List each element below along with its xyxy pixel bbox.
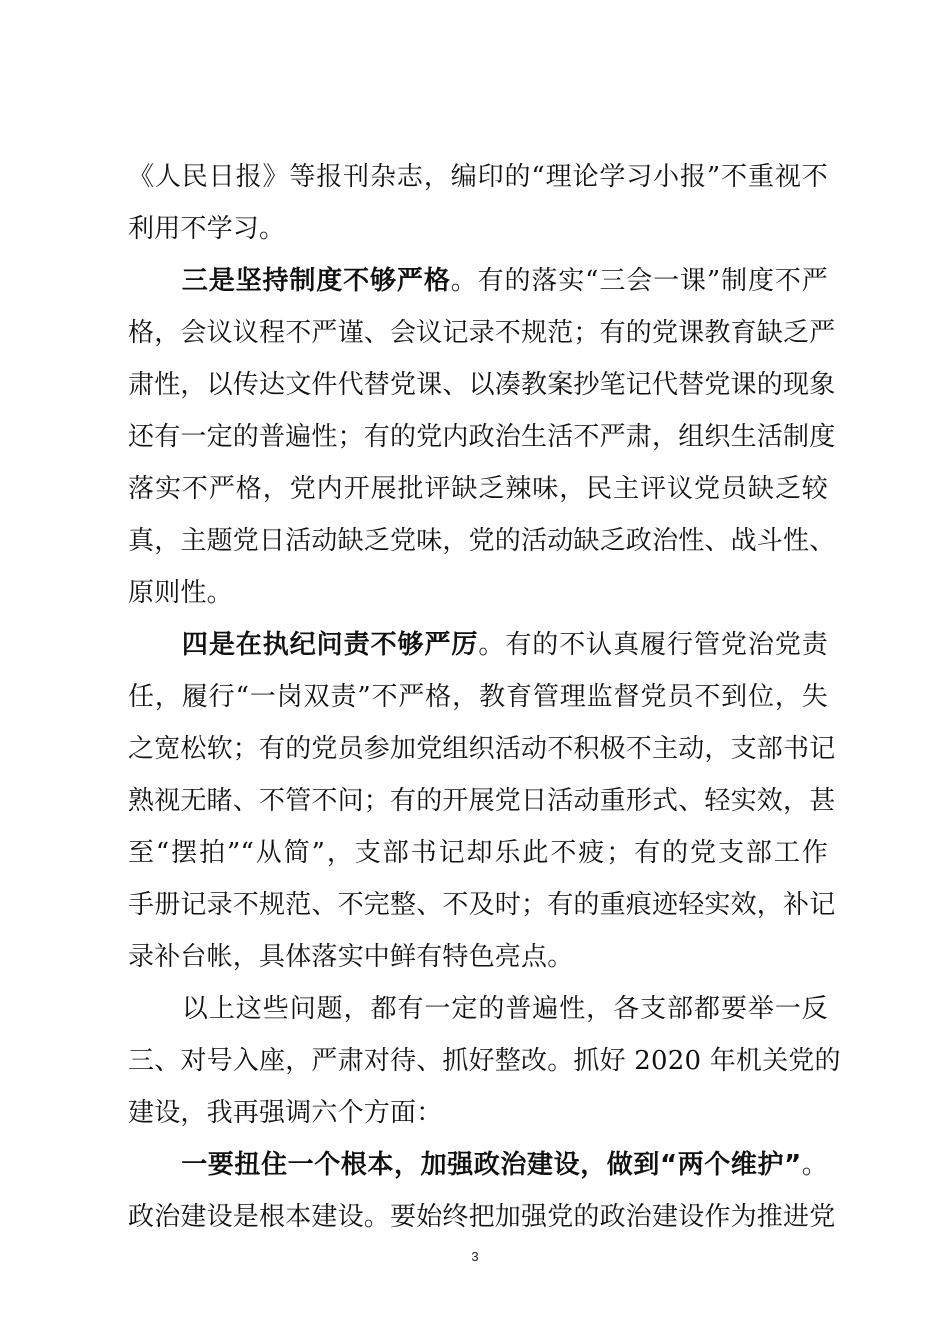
text-line <box>128 567 828 619</box>
text-line <box>128 619 828 671</box>
text-line <box>128 307 836 359</box>
text-line <box>128 463 828 515</box>
text-segment: 。 <box>801 1150 828 1180</box>
text-segment: 任，履行“一岗双责”不严格，教育管理监督党员不到位，失 <box>128 682 828 712</box>
text-line <box>128 1087 828 1139</box>
text-line <box>128 515 836 567</box>
section-heading: 三是坚持制度不够严格 <box>181 266 451 296</box>
text-segment <box>128 266 182 296</box>
text-segment: 。有的不认真履行管党治党责 <box>478 630 828 660</box>
text-line <box>128 255 828 307</box>
text-line <box>128 983 828 1035</box>
text-segment: 利用不学习。 <box>128 214 286 244</box>
text-segment: 三、对号入座，严肃对待、抓好整改。抓好 2020 年机关党的 <box>128 1046 841 1076</box>
text-line <box>128 1139 828 1191</box>
text-segment: 《人民日报》等报刊杂志，编印的“理论学习小报”不重视不 <box>128 162 828 192</box>
text-segment <box>128 630 182 660</box>
text-line <box>128 671 828 723</box>
text-segment: 真，主题党日活动缺乏党味，党的活动缺乏政治性、战斗性、 <box>128 526 836 556</box>
text-segment: 以上这些问题，都有一定的普遍性，各支部都要举一反 <box>128 994 828 1024</box>
text-line <box>128 827 828 879</box>
text-line <box>128 151 828 203</box>
text-segment: 原则性。 <box>128 578 233 608</box>
text-segment: 至“摆拍”“从简”，支部书记却乐此不疲；有的党支部工作 <box>128 838 828 868</box>
text-line <box>128 931 828 983</box>
text-line <box>128 1035 841 1087</box>
body-text <box>128 151 841 1243</box>
section-heading: 一要扭住一个根本，加强政治建设，做到“两个维护” <box>181 1150 802 1180</box>
text-line <box>128 1191 836 1243</box>
text-segment: 还有一定的普遍性；有的党内政治生活不严肃，组织生活制度 <box>128 422 836 452</box>
text-segment: 格，会议议程不严谨、会议记录不规范；有的党课教育缺乏严 <box>128 318 836 348</box>
text-segment: 政治建设是根本建设。要始终把加强党的政治建设作为推进党 <box>128 1202 836 1232</box>
text-segment <box>128 1150 181 1180</box>
page-number: 3 <box>471 1249 479 1264</box>
text-segment: 落实不严格，党内开展批评缺乏辣味，民主评议党员缺乏较 <box>128 474 828 504</box>
text-segment: 建设，我再强调六个方面： <box>128 1098 443 1128</box>
text-line <box>128 723 836 775</box>
text-line <box>128 775 836 827</box>
section-heading: 四是在执纪问责不够严厉 <box>181 630 479 660</box>
text-line <box>128 411 836 463</box>
text-line <box>128 203 828 255</box>
text-line <box>128 879 836 931</box>
text-segment: 之宽松软；有的党员参加党组织活动不积极不主动，支部书记 <box>128 734 836 764</box>
text-segment: 熟视无睹、不管不问；有的开展党日活动重形式、轻实效，甚 <box>128 786 836 816</box>
text-line <box>128 359 836 411</box>
text-segment: 。有的落实“三会一课”制度不严 <box>450 266 828 296</box>
text-segment: 手册记录不规范、不完整、不及时；有的重痕迹轻实效，补记 <box>128 890 836 920</box>
text-segment: 肃性，以传达文件代替党课、以凑教案抄笔记代替党课的现象 <box>128 370 836 400</box>
text-segment: 录补台帐，具体落实中鲜有特色亮点。 <box>128 942 574 972</box>
